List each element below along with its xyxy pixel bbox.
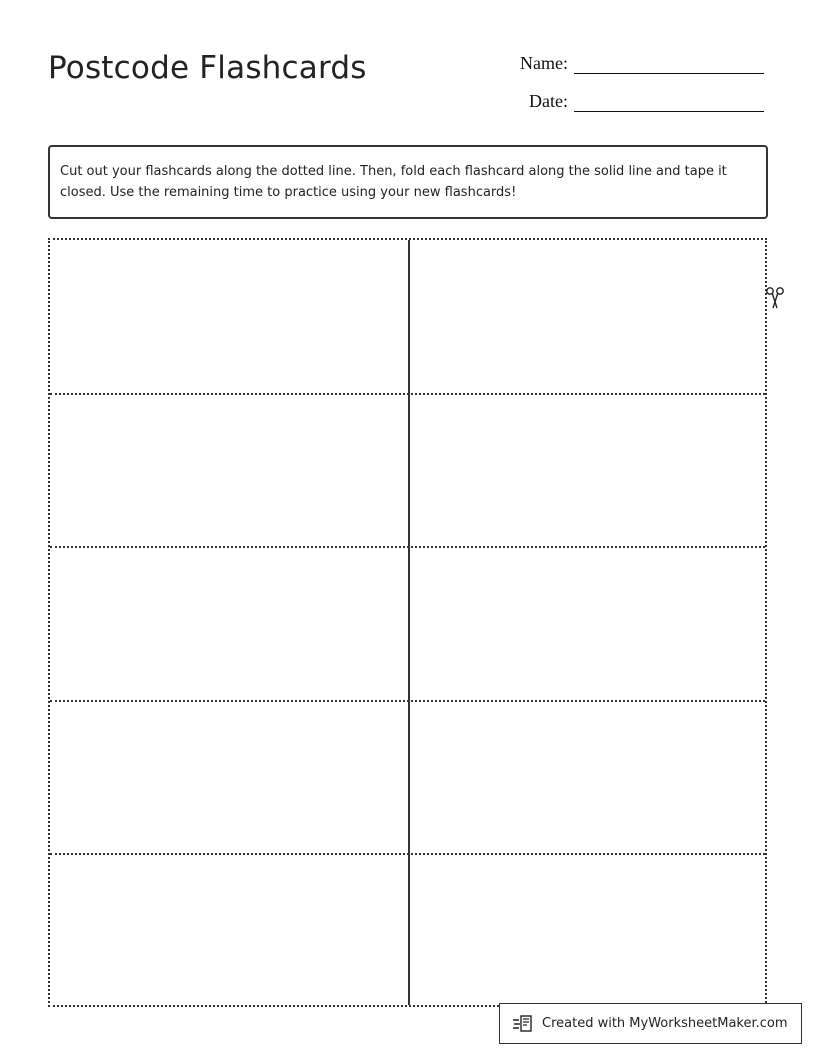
- flashcard-back: [410, 548, 767, 700]
- flashcard-front: [50, 240, 408, 393]
- name-label: Name:: [520, 53, 568, 73]
- flashcard-front: [50, 548, 408, 700]
- name-field: [520, 53, 764, 74]
- flashcard-back: [410, 240, 767, 393]
- page-title: Postcode Flashcards: [48, 50, 367, 86]
- date-label: Date:: [529, 91, 568, 111]
- flashcard-back: [410, 395, 767, 546]
- flashcard-front: [50, 395, 408, 546]
- scissors-icon: [764, 286, 786, 312]
- worksheet-maker-logo-icon: [512, 1014, 534, 1034]
- flashcard-grid: [48, 238, 767, 1007]
- instructions-box: Cut out your flashcards along the dotted line. Then, fold each flashcard along the solid line and tape it closed. Use the remaining time to practice using your new flashcards!: [48, 145, 768, 219]
- flashcard-front: [50, 855, 408, 1005]
- date-line[interactable]: [574, 110, 764, 112]
- flashcard-front: [50, 702, 408, 853]
- flashcard-back: [410, 855, 767, 1005]
- name-line[interactable]: [574, 72, 764, 74]
- date-field: [529, 91, 764, 112]
- flashcard-back: [410, 702, 767, 853]
- badge-text: Created with MyWorksheetMaker.com: [542, 1016, 788, 1031]
- created-with-badge[interactable]: [499, 1003, 802, 1044]
